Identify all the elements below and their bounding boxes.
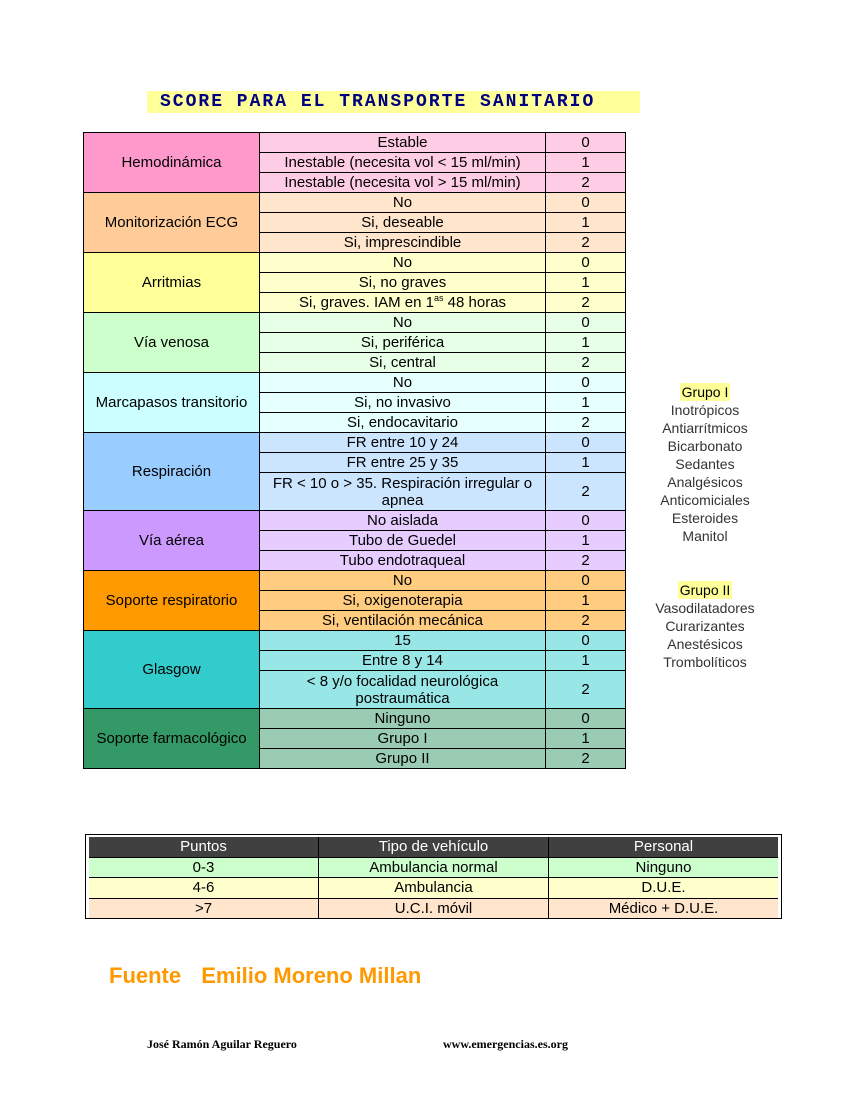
table-row	[260, 253, 625, 273]
table-row	[260, 631, 625, 651]
category-label: Monitorización ECG	[84, 193, 260, 253]
table-row	[260, 511, 625, 531]
points-value: 0	[581, 632, 590, 649]
cell-puntos: 0-3	[89, 858, 319, 878]
table-row	[260, 233, 625, 253]
table-row	[260, 729, 625, 749]
list-item: Anticomiciales	[660, 492, 750, 508]
score-group	[84, 709, 625, 769]
option-label-part: 48 horas	[443, 294, 507, 311]
cell-vehiculo: Ambulancia	[319, 878, 549, 898]
table-row	[260, 749, 625, 769]
cell-personal: D.U.E.	[641, 879, 686, 897]
points-value: 0	[581, 572, 590, 589]
table-row	[260, 193, 625, 213]
table-row	[260, 133, 625, 153]
header-puntos: Puntos	[89, 837, 319, 857]
option-label: Si, oxigenoterapia	[260, 591, 546, 610]
table-row	[260, 293, 625, 313]
table-row	[260, 473, 625, 511]
grupo1-heading: Grupo I	[681, 384, 729, 400]
option-label: Tubo endotraqueal	[260, 551, 546, 570]
option-label: Si, no invasivo	[260, 393, 546, 412]
footer-author: José Ramón Aguilar Reguero	[147, 1037, 297, 1051]
points-value: 1	[581, 154, 590, 171]
table-row	[260, 531, 625, 551]
table-row	[260, 373, 625, 393]
option-label: Ninguno	[260, 709, 546, 728]
points-value: 2	[581, 750, 590, 767]
list-item: Curarizantes	[665, 618, 745, 634]
points-value: 1	[581, 454, 590, 471]
option-label: FR entre 10 y 24	[260, 433, 546, 452]
points-value: 0	[581, 314, 590, 331]
category-label: Hemodinámica	[84, 133, 260, 193]
list-item: Analgésicos	[667, 474, 743, 490]
option-label: Si, no graves	[260, 273, 546, 292]
option-label: Si, periférica	[260, 333, 546, 352]
table-row	[260, 571, 625, 591]
list-item: Antiarrítmicos	[662, 420, 748, 436]
list-item: Esteroides	[671, 510, 739, 526]
grupo2-heading: Grupo II	[679, 582, 731, 598]
grupo1-list	[640, 383, 770, 545]
table-row	[89, 878, 778, 899]
list-item: Anestésicos	[667, 636, 743, 652]
category-label: Vía venosa	[84, 313, 260, 373]
option-label: < 8 y/o focalidad neurológica postraumática	[260, 671, 546, 708]
table-row	[260, 709, 625, 729]
option-label: No	[260, 193, 546, 212]
option-superscript: as	[434, 293, 444, 303]
table-row	[260, 313, 625, 333]
table-row	[260, 433, 625, 453]
vehicle-table	[85, 834, 782, 919]
option-label: Estable	[260, 133, 546, 152]
points-value: 1	[581, 652, 590, 669]
option-label: Inestable (necesita vol < 15 ml/min)	[260, 153, 546, 172]
grupo1-items	[640, 401, 770, 545]
header-personal: Personal	[633, 838, 694, 856]
score-group	[84, 511, 625, 571]
points-value: 1	[581, 334, 590, 351]
score-group	[84, 631, 625, 709]
score-table	[83, 132, 626, 769]
table-row	[260, 173, 625, 193]
table-row	[260, 551, 625, 571]
table-row	[260, 213, 625, 233]
option-label-part: Si, graves. IAM en 1	[298, 294, 434, 311]
points-value: 2	[581, 681, 590, 698]
option-label: FR < 10 o > 35. Respiración irregular o apnea	[260, 473, 546, 510]
category-label: Glasgow	[84, 631, 260, 709]
points-value: 2	[581, 483, 590, 500]
points-value: 2	[581, 354, 590, 371]
table-row	[89, 858, 778, 879]
points-value: 0	[581, 194, 590, 211]
table-row	[260, 353, 625, 373]
points-value: 0	[581, 434, 590, 451]
table-row	[260, 671, 625, 709]
option-label: 15	[260, 631, 546, 650]
table-row	[260, 651, 625, 671]
category-label: Arritmias	[84, 253, 260, 313]
option-label: Grupo II	[260, 749, 546, 768]
option-label: Si, deseable	[260, 213, 546, 232]
points-value: 2	[581, 234, 590, 251]
option-label: Entre 8 y 14	[260, 651, 546, 670]
points-value: 1	[581, 274, 590, 291]
points-value: 1	[581, 394, 590, 411]
list-item: Bicarbonato	[667, 438, 743, 454]
option-label: No	[260, 253, 546, 272]
source-label: Fuente	[109, 963, 182, 988]
score-group	[84, 133, 625, 193]
list-item: Manitol	[682, 528, 728, 544]
cell-vehiculo: U.C.I. móvil	[319, 899, 549, 919]
list-item: Sedantes	[675, 456, 735, 472]
option-label: Tubo de Guedel	[260, 531, 546, 550]
table-row	[260, 413, 625, 433]
list-item: Inotrópicos	[670, 402, 740, 418]
source-credit	[109, 963, 421, 989]
table-row	[260, 591, 625, 611]
score-group	[84, 313, 625, 373]
score-group	[84, 193, 625, 253]
category-label: Respiración	[84, 433, 260, 511]
cell-vehiculo: Ambulancia normal	[319, 858, 549, 878]
points-value: 0	[581, 710, 590, 727]
list-item: Vasodilatadores	[655, 600, 755, 616]
points-value: 2	[581, 414, 590, 431]
option-label: Si, ventilación mecánica	[260, 611, 546, 630]
option-label: Si, imprescindible	[260, 233, 546, 252]
cell-personal: Médico + D.U.E.	[608, 899, 719, 917]
points-value: 0	[581, 512, 590, 529]
category-label: Soporte respiratorio	[84, 571, 260, 631]
option-label	[260, 293, 546, 312]
option-label: Si, central	[260, 353, 546, 372]
points-value: 2	[581, 174, 590, 191]
option-label: No	[260, 571, 546, 590]
grupo2-list	[640, 581, 770, 671]
footer-website[interactable]: www.emergencias.es.org	[443, 1037, 568, 1051]
category-label: Marcapasos transitorio	[84, 373, 260, 433]
category-label: Soporte farmacológico	[84, 709, 260, 769]
points-value: 0	[581, 254, 590, 271]
grupo2-items	[640, 599, 770, 671]
table-row	[89, 899, 778, 919]
option-label: Inestable (necesita vol > 15 ml/min)	[260, 173, 546, 192]
points-value: 2	[581, 552, 590, 569]
option-label: No	[260, 313, 546, 332]
table-row	[260, 153, 625, 173]
page-title: SCORE PARA EL TRANSPORTE SANITARIO	[147, 91, 640, 113]
points-value: 2	[581, 612, 590, 629]
score-group	[84, 433, 625, 511]
table-row	[260, 273, 625, 293]
points-value: 1	[581, 592, 590, 609]
cell-personal: Ninguno	[635, 858, 692, 876]
category-label: Vía aérea	[84, 511, 260, 571]
option-label: Si, endocavitario	[260, 413, 546, 432]
cell-puntos: 4-6	[89, 878, 319, 898]
option-label: Grupo I	[260, 729, 546, 748]
points-value: 2	[581, 294, 590, 311]
table-row	[260, 453, 625, 473]
list-item: Trombolíticos	[663, 654, 747, 670]
option-label: FR entre 25 y 35	[260, 453, 546, 472]
points-value: 1	[581, 214, 590, 231]
source-name: Emilio Moreno Millan	[201, 963, 422, 988]
header-tipo-vehiculo: Tipo de vehículo	[319, 837, 549, 857]
table-row	[260, 333, 625, 353]
table-row	[260, 393, 625, 413]
points-value: 1	[581, 730, 590, 747]
score-group	[84, 373, 625, 433]
score-group	[84, 253, 625, 313]
points-value: 0	[581, 134, 590, 151]
option-label: No	[260, 373, 546, 392]
cell-puntos: >7	[89, 899, 319, 919]
points-value: 0	[581, 374, 590, 391]
table-row	[260, 611, 625, 631]
vehicle-table-header	[89, 837, 778, 858]
option-label: No aislada	[260, 511, 546, 530]
score-group	[84, 571, 625, 631]
points-value: 1	[581, 532, 590, 549]
